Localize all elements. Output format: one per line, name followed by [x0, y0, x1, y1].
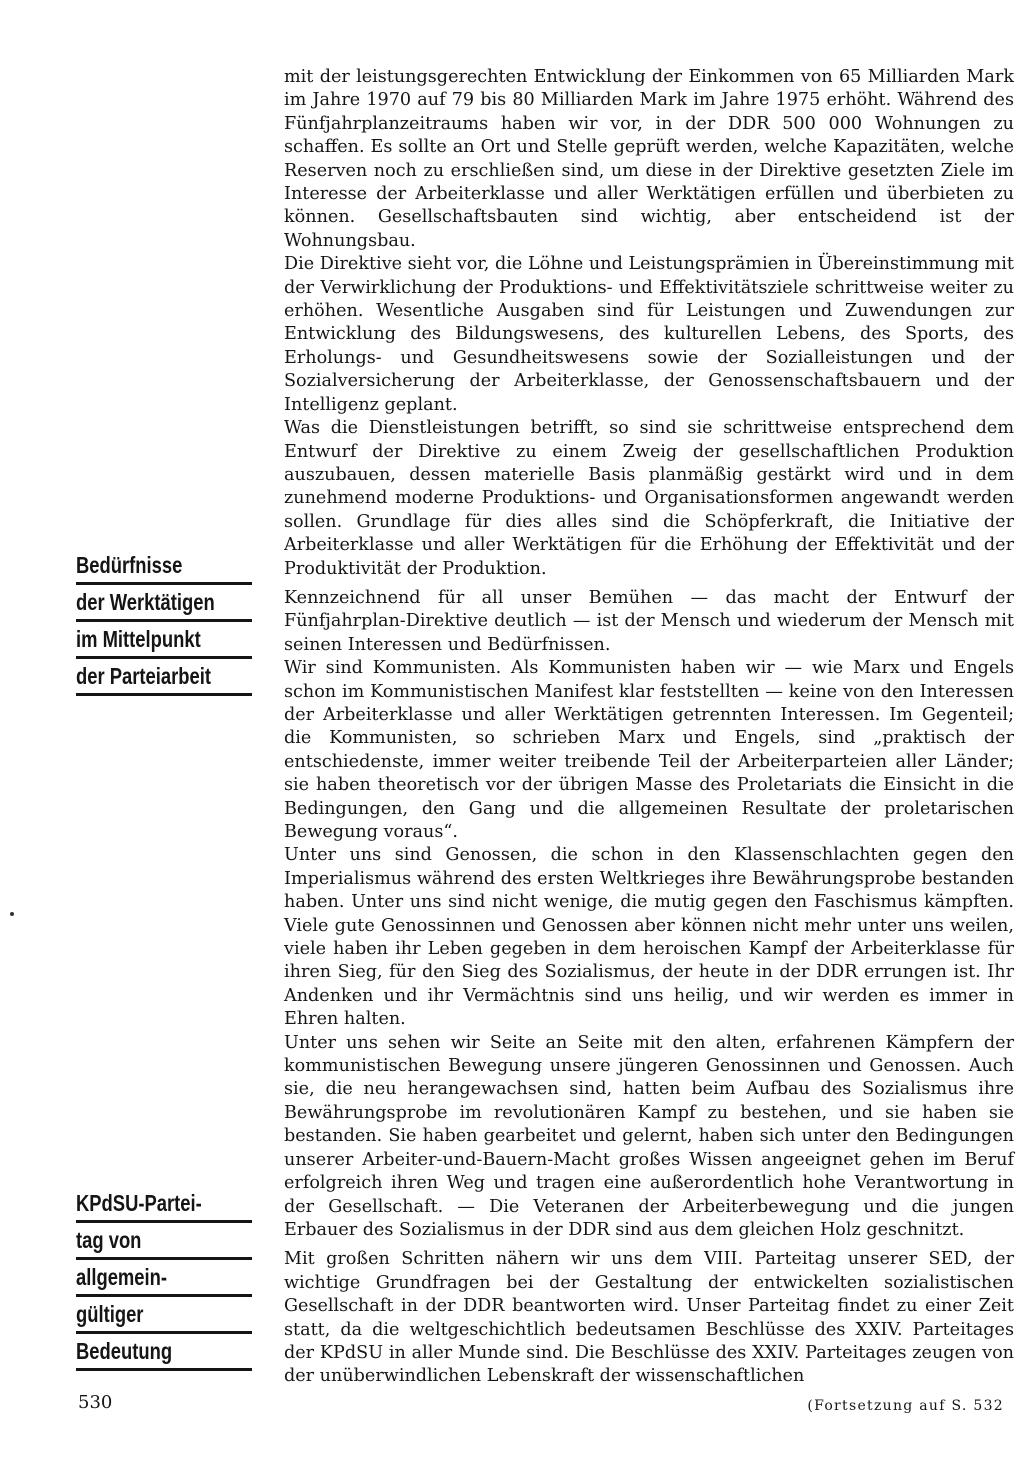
- body-paragraph: mit der leistungsgerechten Entwicklung der Einkommen von 65 Milliarden Mark im Jahre 1970 auf 79 bis 80 Milliarden Mark im Jahre 1975 erhöht. Während des Fünfjahrplanzeitraums haben wir vor, in der DDR 500 000 Wohnungen zu schaffen. Es sollte an Ort und Stelle geprüft werden, welche Kapazitäten, welche Reserven noch zu erschließen sind, um diese in der Direktive gesetzten Ziele im Interesse der Arbeiterklasse und aller Werktätigen erfüllen und überbieten zu können. Gesellschaftsbauten sind wichtig, aber entscheidend ist der Wohnungsbau.: [284, 67, 1014, 251]
- margin-heading-line: Bedeutung: [76, 1334, 252, 1371]
- margin-heading-line: gültiger: [76, 1297, 252, 1334]
- margin-heading-line: allgemein-: [76, 1260, 252, 1297]
- body-paragraph: Wir sind Kommunisten. Als Kommunisten haben wir — wie Marx und Engels schon im Kommunistischen Manifest klar feststellten — keine von den Interessen der Arbeiterklasse und aller Werktätigen getrennten Interessen. Im Gegenteil; die Kommunisten, so schrieben Marx und Engels, sind „praktisch der entschiedenste, immer weiter treibende Teil der Arbeiterparteien aller Länder; sie haben theoretisch vor der übrigen Masse des Proletariats die Einsicht in die Bedingungen, den Gang und die allgemeinen Resultate der proletarischen Bewegung voraus“.: [284, 658, 1014, 842]
- margin-heading-line: im Mittelpunkt: [76, 622, 252, 659]
- margin-heading-line: KPdSU-Partei-: [76, 1186, 252, 1223]
- margin-heading-kpdsu-parteitag: [76, 1186, 252, 1371]
- margin-dot-mark: [10, 912, 14, 916]
- margin-heading-line: tag von: [76, 1223, 252, 1260]
- body-paragraph: Unter uns sind Genossen, die schon in den Klassenschlachten gegen den Imperialismus während des ersten Weltkrieges ihre Bewährungsprobe bestanden haben. Unter uns sind nicht wenige, die mutig gegen den Faschismus kämpften. Viele gute Genossinnen und Genossen aber können nicht mehr unter uns weilen, viele haben ihr Leben gegeben in dem heroischen Kampf der Arbeiterklasse für ihren Sieg, für den Sieg des Sozialismus, der heute in der DDR errungen ist. Ihr Andenken und ihr Vermächtnis sind uns heilig, und wir werden es immer in Ehren halten.: [284, 845, 1014, 1030]
- margin-heading-line: der Werktätigen: [76, 585, 252, 622]
- margin-heading-beduerfnisse: [76, 548, 252, 696]
- body-paragraph: Was die Dienstleistungen betrifft, so sind sie schrittweise entsprechend dem Entwurf der Direktive zu einem Zweig der gesellschaftlichen Produktion auszubauen, dessen materielle Basis planmäßig gestärkt wird und in dem zunehmend moderne Produktions- und Organisationsformen angewandt werden sollen. Grundlage für dies alles sind die Schöpferkraft, die Initiative der Arbeiterklasse und aller Werktätigen für die Erhöhung der Effektivität und der Produktivität der Produktion.: [284, 418, 1014, 579]
- body-paragraph: Unter uns sehen wir Seite an Seite mit den alten, erfahrenen Kämpfern der kommunistischen Bewegung unsere jüngeren Genossinnen und Genossen. Auch sie, die neu herangewachsen sind, hatten beim Aufbau des Sozialismus ihre Bewährungsprobe im revolutionären Kampf zu bestehen, und sie haben sie bestanden. Sie haben gearbeitet und gelernt, haben sich unter den Bedingungen unserer Arbeiter-und-Bauern-Macht großes Wissen angeeignet gehen im Beruf erfolgreich ihren Weg und tragen eine außerordentlich hohe Verantwortung in der Gesellschaft. — Die Veteranen der Arbeiterbewegung und die jungen Erbauer des Sozialismus in der DDR sind aus dem gleichen Holz geschnitzt.: [284, 1032, 1014, 1240]
- margin-heading-line: Bedürfnisse: [76, 548, 252, 585]
- margin-heading-line: der Parteiarbeit: [76, 659, 252, 696]
- body-text-column: [284, 66, 1014, 1418]
- page-number: 530: [78, 1392, 113, 1413]
- continuation-note: (Fortsetzung auf S. 532: [807, 1397, 1004, 1414]
- body-paragraph: Die Direktive sieht vor, die Löhne und Leistungsprämien in Übereinstimmung mit der Verwirklichung der Produktions- und Effektivitätsziele schrittweise weiter zu erhöhen. Wesentliche Ausgaben sind für Leistungen und Zuwendungen zur Entwicklung des Bildungswesens, des kulturellen Lebens, des Sports, des Erholungs- und Gesundheitswesens sowie der Sozialleistungen und der Sozialversicherung der Arbeiterklasse, der Genossenschaftsbauern und der Intelligenz geplant.: [284, 254, 1014, 415]
- body-paragraph: Kennzeichnend für all unser Bemühen — das macht der Entwurf der Fünfjahrplan-Direktive deutlich — ist der Mensch und wiederum der Mensch mit seinen Interessen und Bedürfnissen.: [284, 587, 1014, 655]
- body-paragraph: Mit großen Schritten nähern wir uns dem VIII. Parteitag unserer SED, der wichtige Grundfragen bei der Gestaltung der entwickelten sozialistischen Gesellschaft in der DDR beantworten wird. Unser Parteitag findet zu einer Zeit statt, da die weltgeschichtlich bedeutsamen Beschlüsse des XXIV. Parteitages der KPdSU in aller Munde sind. Die Beschlüsse des XXIV. Parteitages zeugen von der unüberwindlichen Lebenskraft der wissenschaftlichen: [284, 1249, 1014, 1387]
